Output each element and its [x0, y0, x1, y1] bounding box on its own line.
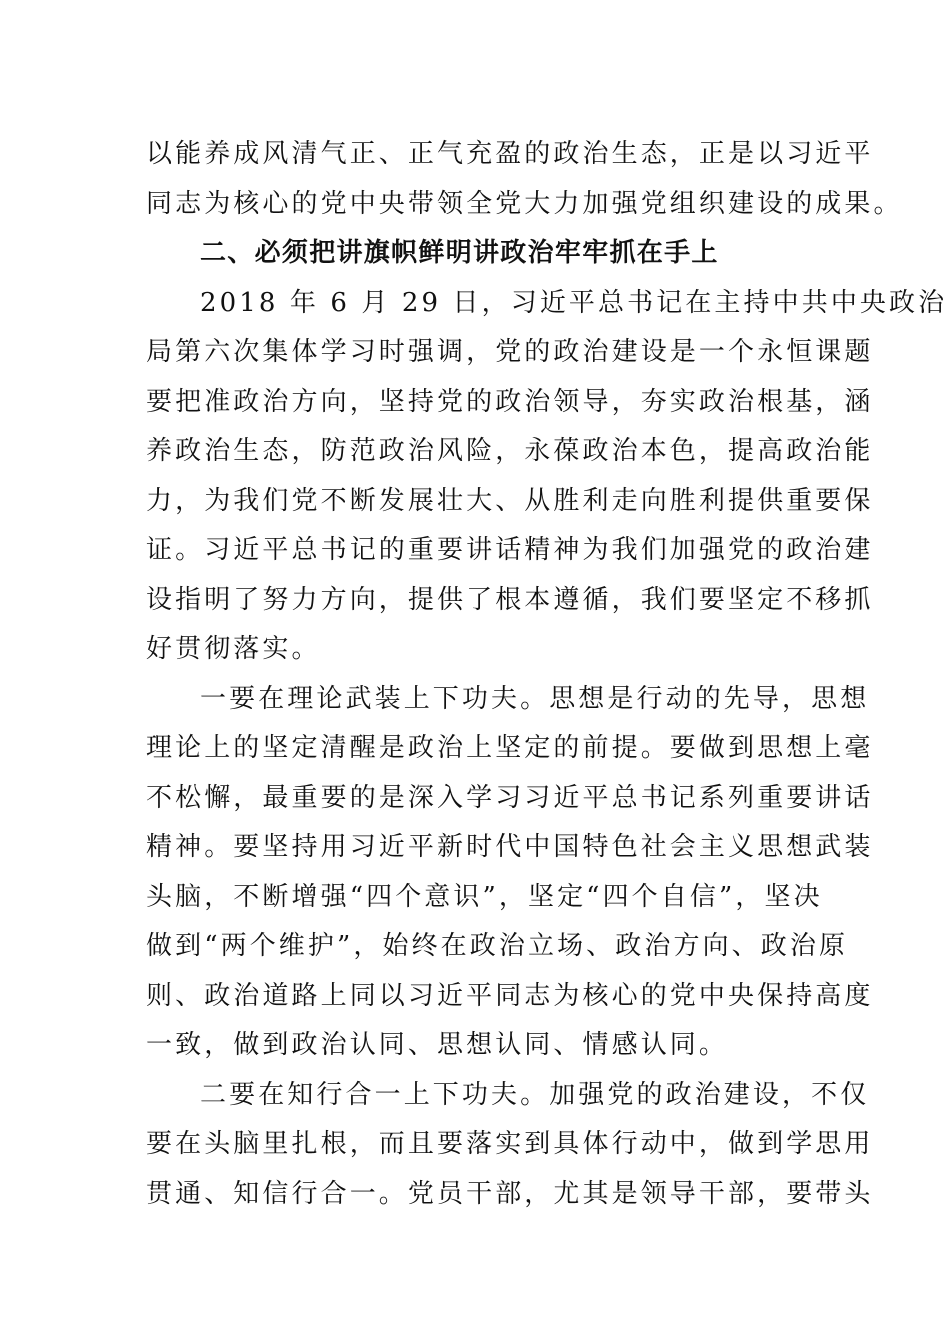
paragraph-line: 贯通、知信行合一。党员干部，尤其是领导干部，要带头 [146, 1178, 874, 1209]
paragraph-line: 一致，做到政治认同、思想认同、情感认同。 [146, 1030, 729, 1060]
paragraph-line: 不松懈，最重要的是深入学习习近平总书记系列重要讲话 [146, 782, 874, 813]
paragraph-line: 局第六次集体学习时强调，党的政治建设是一个永恒课题 [146, 337, 874, 367]
paragraph-line: 要在头脑里扎根，而且要落实到具体行动中，做到学思用 [146, 1129, 874, 1159]
paragraph-line: 同志为核心的党中央带领全党大力加强党组织建设的成果。 [146, 188, 903, 219]
paragraph-line: 理论上的坚定清醒是政治上坚定的前提。要做到思想上毫 [146, 733, 874, 763]
paragraph-line: 一要在理论武装上下功夫。思想是行动的先导，思想 [200, 683, 870, 714]
paragraph-line: 设指明了努力方向，提供了根本遵循，我们要坚定不移抓 [146, 584, 874, 615]
paragraph-line: 则、政治道路上同以习近平同志为核心的党中央保持高度 [146, 980, 874, 1011]
paragraph-line: 养政治生态，防范政治风险，永葆政治本色，提高政治能 [146, 436, 874, 466]
paragraph-line: 2018 年 6 月 29 日，习近平总书记在主持中共中央政治 [200, 287, 948, 318]
section-heading: 二、必须把讲旗帜鲜明讲政治牢牢抓在手上 [200, 238, 719, 268]
paragraph-line: 做到“两个维护”，始终在政治立场、政治方向、政治原 [146, 931, 849, 961]
paragraph-line: 二要在知行合一上下功夫。加强党的政治建设，不仅 [200, 1079, 870, 1110]
paragraph-line: 头脑，不断增强“四个意识”，坚定“四个自信”，坚决 [146, 881, 823, 912]
paragraph-line: 好贯彻落实。 [146, 634, 321, 664]
paragraph-line: 要把准政治方向，坚持党的政治领导，夯实政治根基，涵 [146, 386, 874, 417]
paragraph-line: 力，为我们党不断发展壮大、从胜利走向胜利提供重要保 [146, 485, 874, 516]
paragraph-line: 精神。要坚持用习近平新时代中国特色社会主义思想武装 [146, 832, 874, 862]
paragraph-line: 证。习近平总书记的重要讲话精神为我们加强党的政治建 [146, 535, 874, 565]
paragraph-line: 以能养成风清气正、正气充盈的政治生态，正是以习近平 [146, 139, 874, 169]
document-body [146, 130, 948, 1219]
